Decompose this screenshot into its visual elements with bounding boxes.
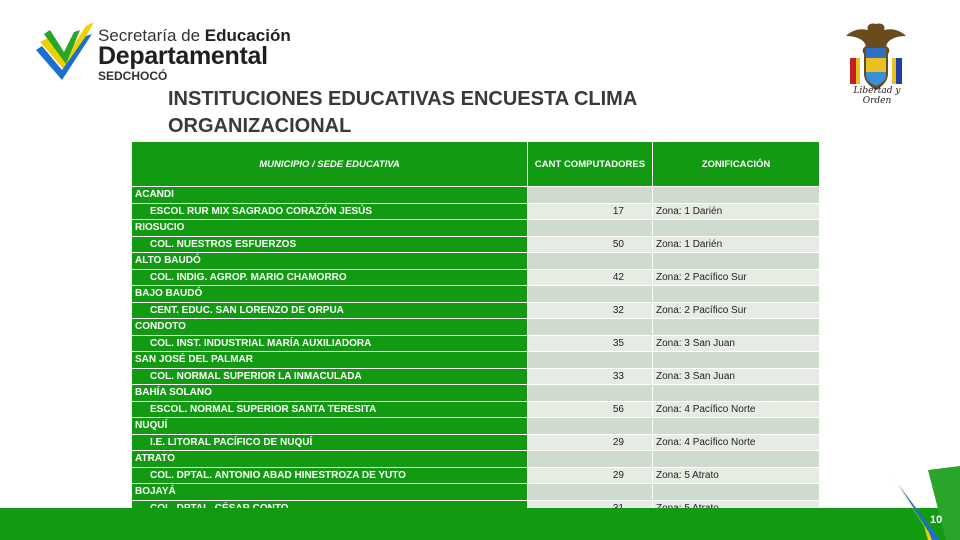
cant-computadores: 29 <box>528 434 653 451</box>
sede-name: COL. INDIG. AGROP. MARIO CHAMORRO <box>132 269 528 286</box>
empty-cell <box>653 286 820 303</box>
table-header-row <box>132 142 820 187</box>
logo-line3: SEDCHOCÓ <box>98 69 168 83</box>
cant-computadores: 29 <box>528 467 653 484</box>
page-title: INSTITUCIONES EDUCATIVAS ENCUESTA CLIMA ORGANIZACIONAL <box>168 88 637 137</box>
empty-cell <box>528 418 653 435</box>
zonificacion: Zona: 4 Pacífico Norte <box>653 401 820 418</box>
sede-name: COL. INST. INDUSTRIAL MARÍA AUXILIADORA <box>132 335 528 352</box>
zonificacion: Zona: 5 Atrato <box>653 467 820 484</box>
cant-computadores: 50 <box>528 236 653 253</box>
header-zonificacion: ZONIFICACIÓN <box>653 142 820 187</box>
empty-cell <box>528 352 653 369</box>
zonificacion: Zona: 1 Darién <box>653 203 820 220</box>
municipio-row <box>132 253 820 270</box>
cant-computadores: 32 <box>528 302 653 319</box>
empty-cell <box>528 286 653 303</box>
cant-computadores: 35 <box>528 335 653 352</box>
municipio-name: NUQUÍ <box>132 418 528 435</box>
municipio-row <box>132 451 820 468</box>
sede-row <box>132 335 820 352</box>
sede-name: COL. NORMAL SUPERIOR LA INMACULADA <box>132 368 528 385</box>
sede-row <box>132 368 820 385</box>
sede-row <box>132 401 820 418</box>
sede-name: COL. DPTAL. ANTONIO ABAD HINESTROZA DE YUTO <box>132 467 528 484</box>
empty-cell <box>528 451 653 468</box>
sede-row <box>132 269 820 286</box>
sede-row <box>132 434 820 451</box>
cant-computadores: 42 <box>528 269 653 286</box>
municipio-name: RIOSUCIO <box>132 220 528 237</box>
municipio-name: ATRATO <box>132 451 528 468</box>
empty-cell <box>653 187 820 204</box>
empty-cell <box>528 253 653 270</box>
page-number: 10 <box>930 514 943 526</box>
empty-cell <box>653 418 820 435</box>
municipio-row <box>132 484 820 501</box>
sede-row <box>132 467 820 484</box>
municipio-row <box>132 286 820 303</box>
municipio-name: BAHÍA SOLANO <box>132 385 528 402</box>
municipio-row <box>132 187 820 204</box>
coat-motto: Libertad y Orden <box>853 86 901 106</box>
empty-cell <box>528 319 653 336</box>
municipio-row <box>132 352 820 369</box>
zonificacion: Zona: 2 Pacífico Sur <box>653 269 820 286</box>
municipio-row <box>132 418 820 435</box>
empty-cell <box>653 451 820 468</box>
sede-row <box>132 236 820 253</box>
header-cant-computadores: CANT COMPUTADORES <box>528 142 653 187</box>
empty-cell <box>528 385 653 402</box>
header-municipio-sede: MUNICIPIO / SEDE EDUCATIVA <box>132 142 528 187</box>
institutions-table <box>131 141 820 517</box>
empty-cell <box>528 220 653 237</box>
empty-cell <box>653 319 820 336</box>
empty-cell <box>653 352 820 369</box>
zonificacion: Zona: 2 Pacífico Sur <box>653 302 820 319</box>
municipio-name: ALTO BAUDÓ <box>132 253 528 270</box>
cant-computadores: 33 <box>528 368 653 385</box>
municipio-name: BAJO BAUDÓ <box>132 286 528 303</box>
empty-cell <box>653 253 820 270</box>
empty-cell <box>528 187 653 204</box>
municipio-row <box>132 385 820 402</box>
empty-cell <box>528 484 653 501</box>
footer-band <box>0 508 960 540</box>
sede-name: ESCOL RUR MIX SAGRADO CORAZÓN JESÚS <box>132 203 528 220</box>
zonificacion: Zona: 1 Darién <box>653 236 820 253</box>
zonificacion: Zona: 3 San Juan <box>653 335 820 352</box>
logo-line1: Secretaría de Educación <box>98 26 291 45</box>
sede-name: CENT. EDUC. SAN LORENZO DE ORPUA <box>132 302 528 319</box>
cant-computadores: 17 <box>528 203 653 220</box>
sede-name: I.E. LITORAL PACÍFICO DE NUQUÍ <box>132 434 528 451</box>
zonificacion: Zona: 3 San Juan <box>653 368 820 385</box>
zonificacion: Zona: 4 Pacífico Norte <box>653 434 820 451</box>
sede-row <box>132 302 820 319</box>
empty-cell <box>653 220 820 237</box>
municipio-row <box>132 220 820 237</box>
municipio-name: SAN JOSÉ DEL PALMAR <box>132 352 528 369</box>
municipio-name: ACANDI <box>132 187 528 204</box>
cant-computadores: 56 <box>528 401 653 418</box>
logo-wave-icon <box>36 20 98 84</box>
empty-cell <box>653 484 820 501</box>
logo-line2: Departamental <box>98 42 268 70</box>
sede-name: ESCOL. NORMAL SUPERIOR SANTA TERESITA <box>132 401 528 418</box>
corner-wave-icon <box>888 466 960 540</box>
municipio-row <box>132 319 820 336</box>
municipio-name: BOJAYÁ <box>132 484 528 501</box>
sede-row <box>132 203 820 220</box>
sede-name: COL. NUESTROS ESFUERZOS <box>132 236 528 253</box>
sedchoco-logo <box>36 20 291 84</box>
empty-cell <box>653 385 820 402</box>
municipio-name: CONDOTO <box>132 319 528 336</box>
